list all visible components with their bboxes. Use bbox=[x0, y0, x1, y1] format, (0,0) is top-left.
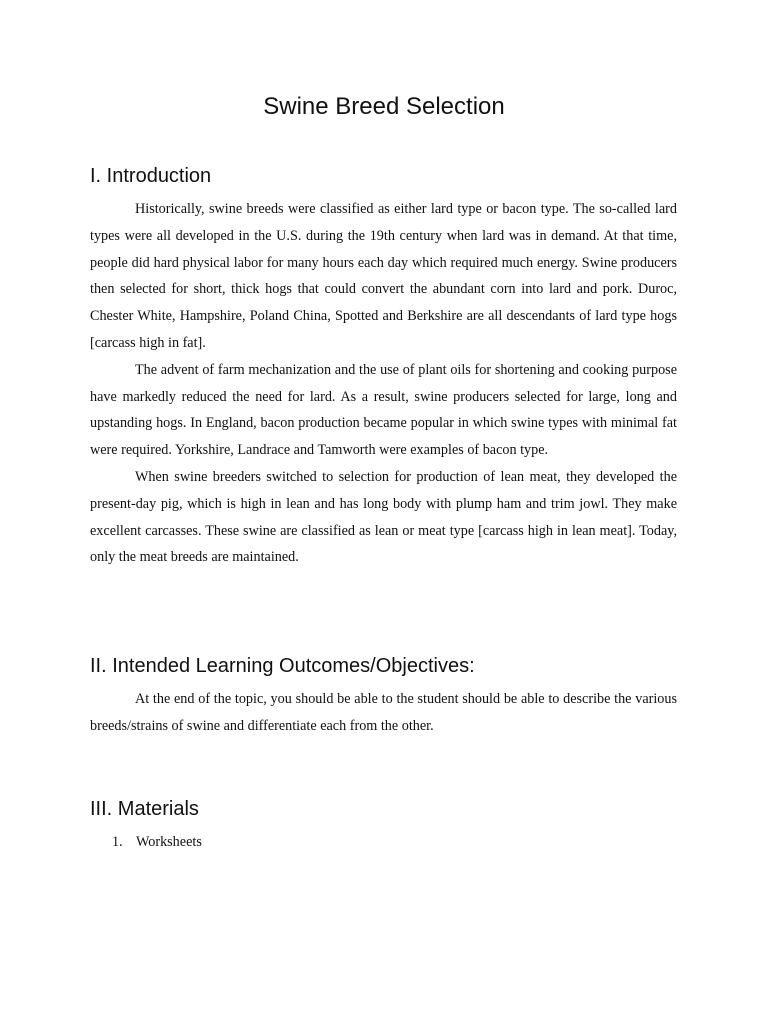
outcomes-paragraph: At the end of the topic, you should be able to the student should be able to describe the various breeds/strains of swine and differentiate each from the other. bbox=[90, 691, 677, 734]
introduction-paragraph: When swine breeders switched to selection for production of lean meat, they developed the present-day pig, which is high in lean and has long body with plump ham and trim jowl. They make excellent carcasses. These swine are classified as lean or meat type [carcass high in lean meat]. Today, only the meat breeds are maintained. bbox=[90, 468, 677, 566]
document-title: Swine Breed Selection bbox=[263, 93, 505, 120]
outcomes-heading: II. Intended Learning Outcomes/Objectives: bbox=[90, 655, 475, 677]
introduction-heading: I. Introduction bbox=[90, 165, 212, 187]
materials-heading: III. Materials bbox=[90, 798, 199, 820]
list-item bbox=[90, 829, 202, 855]
materials-list bbox=[90, 829, 202, 855]
introduction-paragraph: Historically, swine breeds were classified as either lard type or bacon type. The so-called lard types were all developed in the U.S. during the 19th century when lard was in demand. At that time, people did hard physical labor for many hours each day which required much energy. Swine producers then selected for short, thick hogs that could convert the abundant corn into lard and pork. Duroc, Chester White, Hampshire, Poland China, Spotted and Berkshire are all descendants of lard type hogs [carcass high in fat]. bbox=[90, 201, 677, 351]
list-item-number: 1. bbox=[112, 834, 123, 850]
introduction-paragraph: The advent of farm mechanization and the use of plant oils for shortening and cooking purpose have markedly reduced the need for lard. As a result, swine producers selected for large, long and upstanding hogs. In England, bacon production became popular in which swine types with minimal fat were required. Yorkshire, Landrace and Tamworth were examples of bacon type. bbox=[90, 361, 677, 459]
list-item-label: Worksheets bbox=[136, 834, 202, 850]
outcomes-body bbox=[90, 686, 677, 740]
introduction-body bbox=[90, 196, 677, 571]
